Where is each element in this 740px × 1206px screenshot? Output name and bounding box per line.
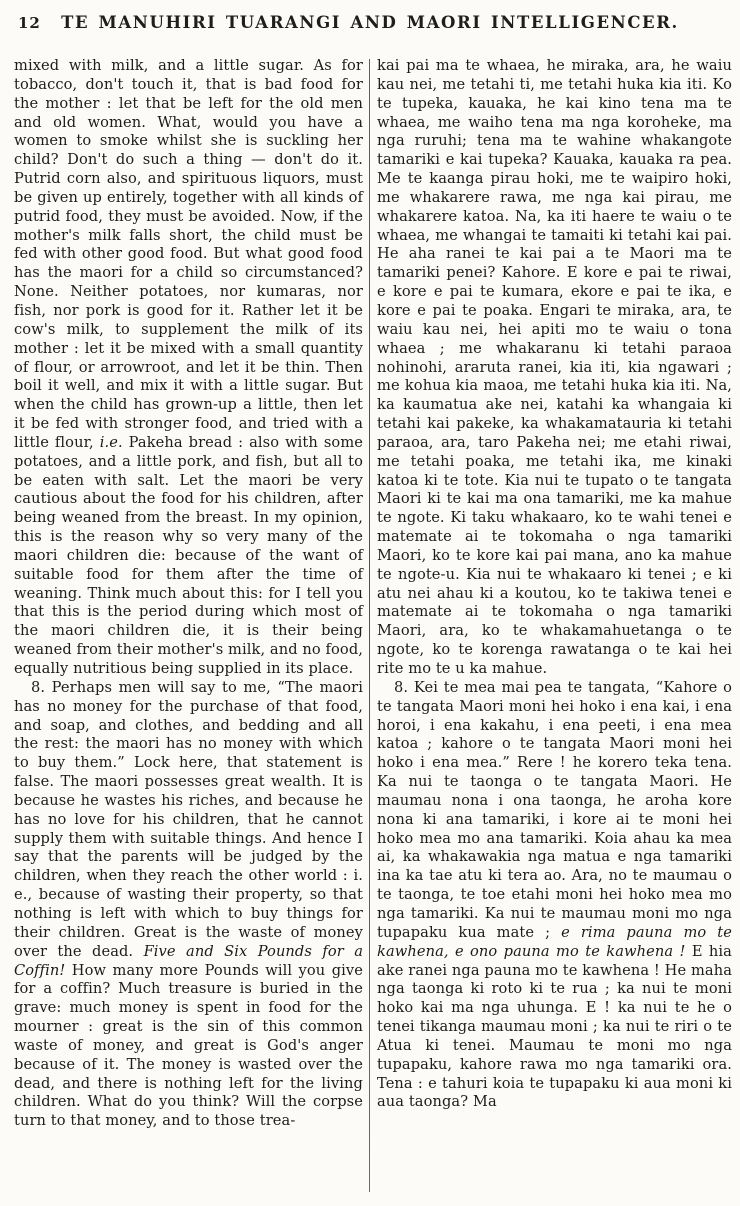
paragraph xyxy=(377,679,732,1112)
page-title: TE MANUHIRI TUARANGI AND MAORI INTELLIGENCER. xyxy=(61,13,679,32)
paragraph xyxy=(14,57,363,679)
italic-text-segment: e rima pauna mo te kawhena, e ono pauna mo te kawhena ! xyxy=(377,923,733,960)
italic-text-segment: Five and Six Pounds for a Coffin! xyxy=(14,942,363,979)
text-segment: kai pai ma te whaea, he miraka, ara, he waiu kau nei, me tetahi ti, me tetahi huka kia iti. Ko te tupeka, kauaka, he kai kino tena ma te whaea, me waiho tena ma nga koroheke, ma nga ruruhi; tena ma te wahine whakangote tamariki e kai tupeka? Kauaka, kauaka ra pea. Me te kaanga pirau hoki, me te waipiro hoki, me whakarere rawa, me nga kai pirau, me whakarere katoa. Na, ka iti haere te waiu o te whaea, me whangai te tamaiti ki tetahi kai pai. He aha ranei te kai pai a te Maori ma te tamariki penei? Kahore. E kore e pai te riwai, e kore e pai te kumara, ekore e pai te ika, e kore e pai te poaka. Engari te miraka, ara, te waiu kau nei, hei apiti mo te waiu o tona whaea ; me whakaranu ki tetahi paraoa nohinohi, araruta ranei, kia iti, kia ngawari ; me kohua kia maoa, me tetahi huka kia iti. Na, ka kaumatua ake nei, katahi ka whangaia ki tetahi kai pakeke, ka whakamatauria ki tetahi paraoa, ara, taro Pakeha nei; me etahi riwai, me tetahi poaka, me tetahi ika, me kinaki katoa ki te tote. Kia nui te tupato o te tangata Maori ki te kai ma ona tamariki, me ka mahue te ngote. Ki taku whakaaro, ko te wahi tenei e matemate ai te tokomaha o nga tamariki Maori, ko te kore kai pai mana, ano ka mahue te ngote-u. Kia nui te whakaaro ki tenei ; e ki atu nei ahau ki a koutou, ko te takiwa tenei e matemate ai te tokomaha o nga tamariki Maori, ara, ko te whakamahuetanga o te ngote, ko te korenga rawatanga o te kai hei rite mo te u ka mahue. xyxy=(377,57,732,677)
text-segment: Pakeha bread : also with some potatoes, and a little pork, and fish, but all to be eaten with salt. Let the maori be very cautious about the food for his children, after being weaned from the breast. In my opinion, this is the reason why so very many of the maori children die: because of the want of suitable food for them after the time of weaning. Think much about this: for I tell you that this is the period during which most of the maori children die, it is their being weaned from their mother's milk, and no food, equally nutritious being supplied in its place. xyxy=(14,433,363,677)
paragraph xyxy=(377,57,732,679)
text-columns xyxy=(14,57,732,1196)
text-segment: 8. Kei te mea mai pea te tangata, “Kahore o te tangata Maori moni hei hoko i ena kai, i ena horoi, i ena kakahu, i ena peeti, i ena mea katoa ; kahore o te tangata Maori moni hei hoko i ena mea.” Rere ! he korero teka tena. Ka nui te taonga o te tangata Maori. He maumau nona i ona taonga, he aroha kore nona ki ana tamariki, i kore ai te moni hei hoko mea mo ana tamariki. Koia ahau ka mea ai, ka whakawakia nga matua e nga tamariki ina ka tae atu ki tera ao. Ara, no te maumau o te taonga, te toe etahi moni hei hoko mea mo nga tamariki. Ka nui te maumau moni mo nga tupapaku kua mate ; xyxy=(377,678,732,941)
text-segment: 8. Perhaps men will say to me, “The maori has no money for the purchase of that food, and soap, and clothes, and bedding and all the rest: the maori has no money with which to buy them.” Lock here, that statement is false. The maori possesses great wealth. It is because he wastes his riches, and because he has no love for his children, that he cannot supply them with suitable things. And hence I say that the parents will be judged by the children, when they reach the other world : i. e., because of wasting their property, so that nothing is left with which to buy things for their children. Great is the waste of money over the dead. xyxy=(14,678,363,960)
paragraph xyxy=(14,679,363,1131)
masthead xyxy=(0,10,740,42)
column-divider-rule xyxy=(369,59,370,1192)
text-segment: mixed with milk, and a little sugar. As for tobacco, don't touch it, that is bad food for the mother : let that be left for the old men and old women. What, would you have a women to smoke whilst she is suckling her child? Don't do such a thing — don't do it. Putrid corn also, and spirituous liquors, must be given up entirely, together with all kinds of putrid food, they must be avoided. Now, if the mother's milk falls short, the child must be fed with other good food. But what good food has the maori for a child so circumstanced? None. Neither potatoes, nor kumaras, nor fish, nor pork is good for it. Rather let it be cow's milk, to supplement the milk of its mother : let it be mixed with a small quantity of flour, or arrowroot, and let it be thin. Then boil it well, and mix it with a little sugar. But when the child has grown-up a little, then let it be fed with stronger food, and tried with a little flour, xyxy=(14,57,363,451)
page-number: 12 xyxy=(18,14,41,32)
text-segment: How many more Pounds will you give for a coffin? Much treasure is buried in the grave: much money is spent in food for the mourner : great is the sin of this common waste of money, and great is God's anger because of it. The money is wasted over the dead, and there is nothing left for the living children. What do you think? Will the corpse turn to that money, and to those trea- xyxy=(14,961,363,1130)
column-maori xyxy=(377,57,732,1196)
text-segment: E hia ake ranei nga pauna mo te kawhena ! He maha nga taonga ki roto ki te rua ; ka nui te moni hoko kai ma nga uhunga. E ! ka nui te he o tenei tikanga maumau moni ; ka nui te riri o te Atua ki tenei. Maumau te moni mo nga tupapaku, kahore rawa mo nga tamariki ora. Tena : e tahuri koia te tupapaku ki aua moni ki aua taonga? Ma xyxy=(377,942,732,1111)
italic-text-segment: i.e. xyxy=(99,433,123,451)
column-english xyxy=(14,57,363,1196)
